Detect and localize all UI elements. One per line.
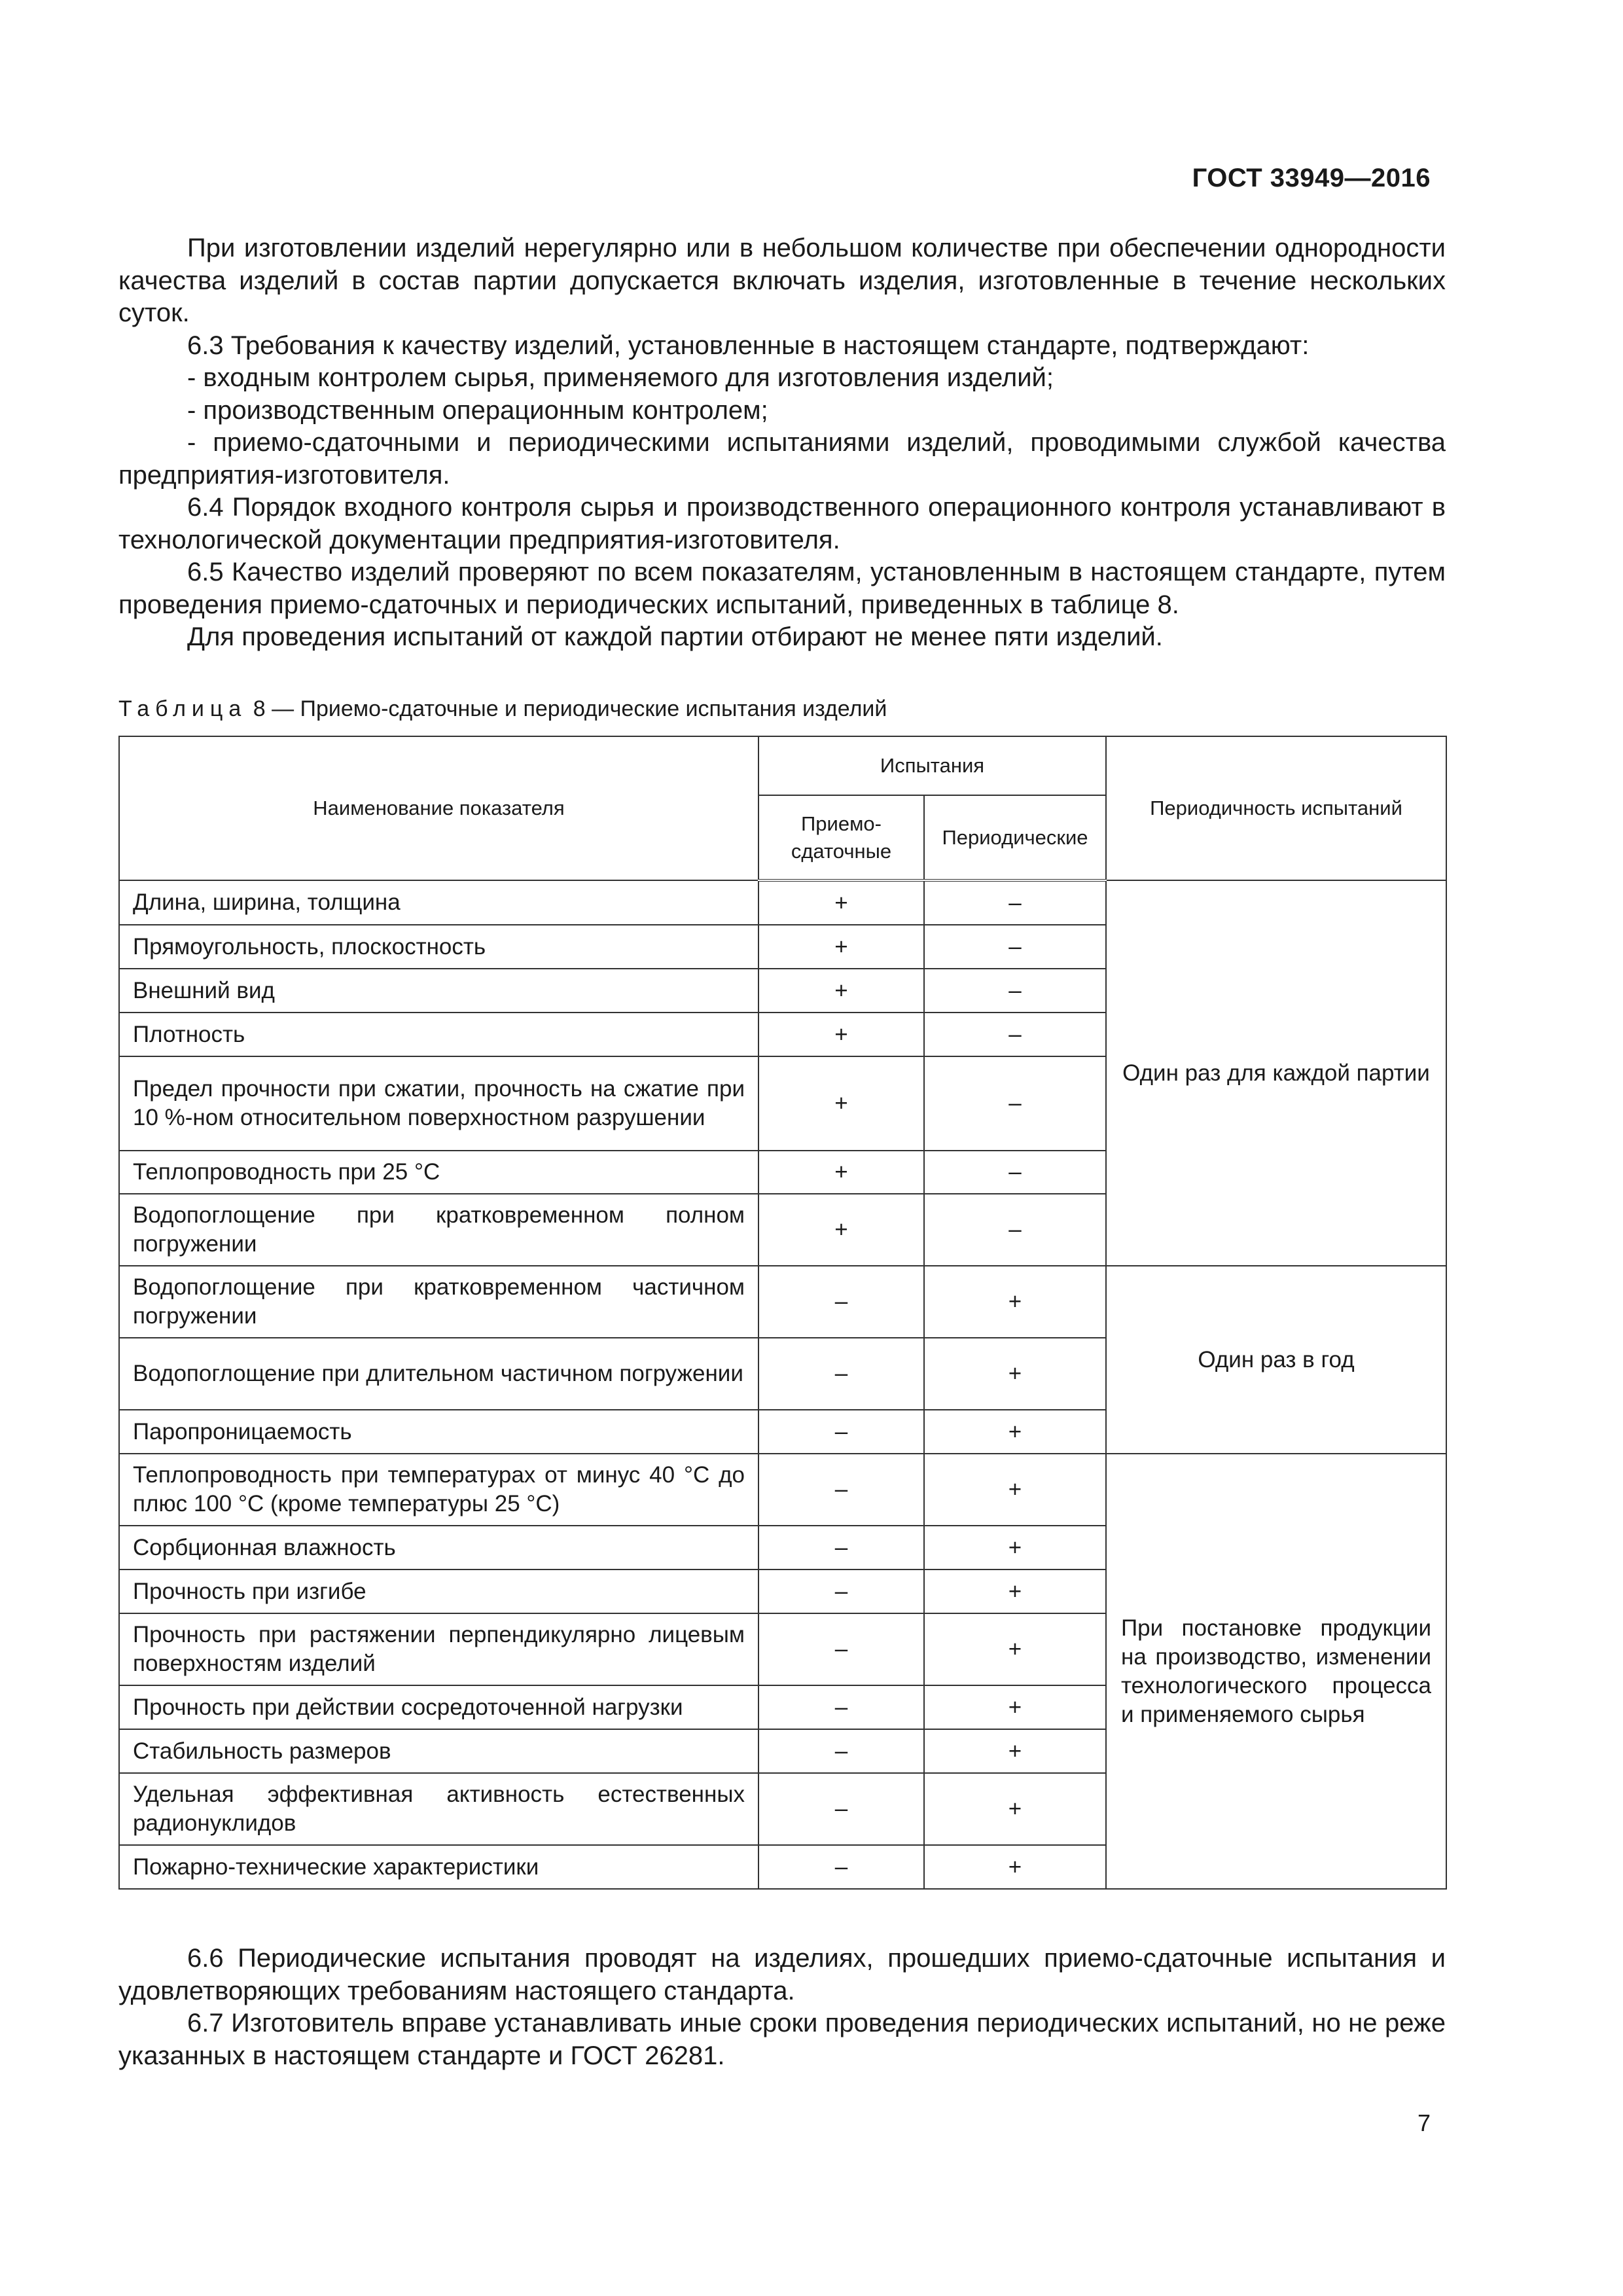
periodic-mark-cell: +: [924, 1338, 1106, 1410]
intro-text: [118, 232, 1446, 654]
periodic-mark-cell: +: [924, 1266, 1106, 1338]
indicator-name-cell: Сорбционная влажность: [119, 1526, 758, 1570]
paragraph-6-6: 6.6 Периодические испытания проводят на изделиях, прошедших приемо-сдаточные испытания и удовлетворяющих требованиям настоящего стандарта.: [118, 1944, 1446, 2005]
table-row: [119, 1266, 1446, 1338]
header-acceptance: Приемо- сдаточные: [758, 795, 924, 880]
acceptance-mark-cell: –: [758, 1338, 924, 1410]
periodic-mark-cell: +: [924, 1454, 1106, 1526]
periodic-mark-cell: +: [924, 1773, 1106, 1845]
table-caption: [118, 695, 887, 723]
tests-table: [118, 736, 1447, 1890]
periodic-mark-cell: +: [924, 1570, 1106, 1613]
indicator-name-cell: Теплопроводность при температурах от минус 40 °С до плюс 100 °С (кроме температуры 25 °С): [119, 1454, 758, 1526]
paragraph-6-3: 6.3 Требования к качеству изделий, установленные в настоящем стандарте, подтверждают:: [187, 331, 1310, 360]
acceptance-mark-cell: +: [758, 925, 924, 969]
periodic-mark-cell: +: [924, 1729, 1106, 1773]
document-code: ГОСТ 33949—2016: [1192, 164, 1431, 192]
indicator-name-cell: Теплопроводность при 25 °С: [119, 1151, 758, 1194]
periodic-mark-cell: –: [924, 1013, 1106, 1056]
table-caption-title: 8 — Приемо-сдаточные и периодические испытания изделий: [247, 696, 887, 721]
periodicity-cell: Один раз для каждой партии: [1106, 880, 1446, 1266]
paragraph-sample-size: Для проведения испытаний от каждой партии отбирают не менее пяти изделий.: [187, 622, 1163, 651]
indicator-name-cell: Предел прочности при сжатии, прочность на сжатие при 10 %-ном относительном поверхностном разрушении: [119, 1056, 758, 1151]
periodic-mark-cell: –: [924, 1151, 1106, 1194]
acceptance-mark-cell: +: [758, 1056, 924, 1151]
list-item-input-control: - входным контролем сырья, применяемого для изготовления изделий;: [187, 363, 1054, 392]
header-tests: Испытания: [758, 736, 1106, 795]
periodic-mark-cell: –: [924, 1194, 1106, 1266]
acceptance-mark-cell: +: [758, 1194, 924, 1266]
periodic-mark-cell: +: [924, 1526, 1106, 1570]
indicator-name-cell: Прочность при изгибе: [119, 1570, 758, 1613]
periodic-mark-cell: –: [924, 925, 1106, 969]
periodicity-cell: Один раз в год: [1106, 1266, 1446, 1454]
periodic-mark-cell: –: [924, 880, 1106, 925]
periodicity-cell: При постановке продукции на производство, изменении технологического процесса и применяемого сырья: [1106, 1454, 1446, 1889]
paragraph-batch-composition: При изготовлении изделий нерегулярно или в небольшом количестве при обеспечении однородности качества изделий в состав партии допускается включать изделия, изготовленные в течение нескольких суток.: [118, 234, 1446, 327]
table-row: [119, 1454, 1446, 1526]
acceptance-mark-cell: –: [758, 1729, 924, 1773]
periodic-mark-cell: +: [924, 1845, 1106, 1889]
acceptance-mark-cell: +: [758, 969, 924, 1013]
header-periodic: Периодические: [924, 795, 1106, 880]
indicator-name-cell: Длина, ширина, толщина: [119, 880, 758, 925]
indicator-name-cell: Внешний вид: [119, 969, 758, 1013]
periodic-mark-cell: +: [924, 1410, 1106, 1454]
indicator-name-cell: Стабильность размеров: [119, 1729, 758, 1773]
acceptance-mark-cell: –: [758, 1685, 924, 1729]
periodic-mark-cell: –: [924, 969, 1106, 1013]
page-number: 7: [1417, 2109, 1431, 2136]
indicator-name-cell: Плотность: [119, 1013, 758, 1056]
list-item-acceptance-tests: - приемо-сдаточными и периодическими испытаниями изделий, проводимыми службой качества предприятия-изготовителя.: [118, 428, 1446, 490]
periodic-mark-cell: –: [924, 1056, 1106, 1151]
acceptance-mark-cell: –: [758, 1570, 924, 1613]
acceptance-mark-cell: +: [758, 1151, 924, 1194]
acceptance-mark-cell: –: [758, 1526, 924, 1570]
acceptance-mark-cell: +: [758, 1013, 924, 1056]
indicator-name-cell: Водопоглощение при кратковременном полном погружении: [119, 1194, 758, 1266]
header-periodicity: Периодичность испытаний: [1106, 736, 1446, 880]
list-item-operational-control: - производственным операционным контролем;: [187, 395, 768, 425]
table-caption-label: Таблица: [118, 696, 247, 721]
acceptance-mark-cell: –: [758, 1454, 924, 1526]
acceptance-mark-cell: –: [758, 1773, 924, 1845]
indicator-name-cell: Прямоугольность, плоскостность: [119, 925, 758, 969]
indicator-name-cell: Пожарно-технические характеристики: [119, 1845, 758, 1889]
table-body: [119, 880, 1446, 1889]
acceptance-mark-cell: +: [758, 880, 924, 925]
indicator-name-cell: Прочность при растяжении перпендикулярно лицевым поверхностям изделий: [119, 1613, 758, 1685]
acceptance-mark-cell: –: [758, 1613, 924, 1685]
indicator-name-cell: Удельная эффективная активность естественных радионуклидов: [119, 1773, 758, 1845]
periodic-mark-cell: +: [924, 1685, 1106, 1729]
acceptance-mark-cell: –: [758, 1410, 924, 1454]
paragraph-6-7: 6.7 Изготовитель вправе устанавливать иные сроки проведения периодических испытаний, но не реже указанных в настоящем стандарте и ГОСТ 26281.: [118, 2009, 1446, 2070]
paragraph-6-4: 6.4 Порядок входного контроля сырья и производственного операционного контроля устанавливают в технологической документации предприятия-изготовителя.: [118, 493, 1446, 554]
indicator-name-cell: Водопоглощение при длительном частичном погружении: [119, 1338, 758, 1410]
indicator-name-cell: Водопоглощение при кратковременном частичном погружении: [119, 1266, 758, 1338]
periodic-mark-cell: +: [924, 1613, 1106, 1685]
paragraph-6-5: 6.5 Качество изделий проверяют по всем показателям, установленным в настоящем стандарте, путем проведения приемо-сдаточных и периодических испытаний, приведенных в таблице 8.: [118, 558, 1446, 619]
table-row: [119, 880, 1446, 925]
acceptance-mark-cell: –: [758, 1845, 924, 1889]
acceptance-mark-cell: –: [758, 1266, 924, 1338]
indicator-name-cell: Прочность при действии сосредоточенной нагрузки: [119, 1685, 758, 1729]
indicator-name-cell: Паропроницаемость: [119, 1410, 758, 1454]
header-indicator-name: Наименование показателя: [119, 736, 758, 880]
outro-text: [118, 1943, 1446, 2072]
